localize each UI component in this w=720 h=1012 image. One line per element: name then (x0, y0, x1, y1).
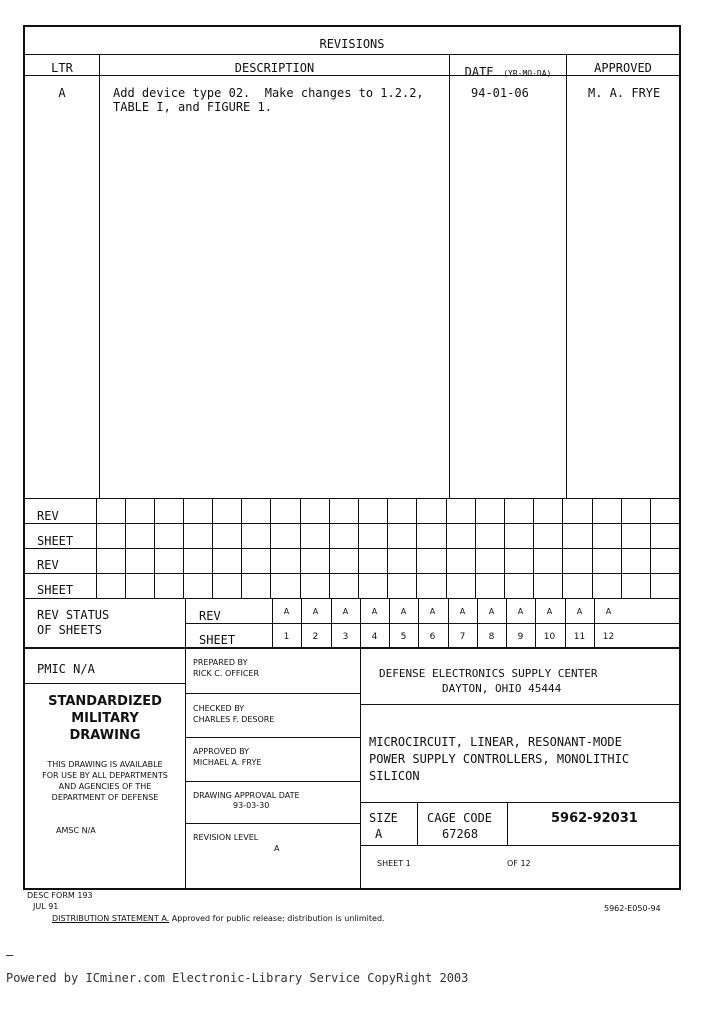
form-date: JUL 91 (33, 902, 59, 911)
rev-status-sheet-cell: 2 (312, 632, 319, 642)
rev-status-sheet-cell: 4 (371, 632, 378, 642)
title-line2: POWER SUPPLY CONTROLLERS, MONOLITHIC (369, 752, 630, 766)
standardized-line3: DRAWING (69, 728, 141, 743)
agency-line2: DAYTON, OHIO 45444 (442, 682, 562, 695)
header-approved: APPROVED (594, 61, 652, 75)
frame-top (23, 25, 681, 27)
agency-rule (360, 704, 679, 705)
revision-date: 94-01-06 (471, 86, 529, 100)
rev-status-sheet-cell: 3 (342, 632, 349, 642)
approved-rule (185, 781, 360, 782)
grid-col-17 (592, 498, 593, 598)
grid-col-15 (533, 498, 534, 598)
availability-line2: FOR USE BY ALL DEPARTMENTS (42, 771, 168, 780)
approved-by-label: APPROVED BY (193, 747, 250, 756)
grid-col-3 (183, 498, 184, 598)
revision-description-line1: Add device type 02. Make changes to 1.2.2, (113, 86, 424, 100)
rev-status-sheet-cell: 8 (488, 632, 495, 642)
standardized-line2: MILITARY (71, 711, 139, 726)
grid-rev-label-2: REV (37, 558, 59, 572)
grid-col-4 (212, 498, 213, 598)
rev-status-sheet-cell: 1 (283, 632, 290, 642)
prepared-by-name: RICK C. OFFICER (193, 669, 260, 678)
frame-right (679, 25, 681, 890)
agency-line1: DEFENSE ELECTRONICS SUPPLY CENTER (379, 667, 598, 680)
revision-description-line2: TABLE I, and FIGURE 1. (113, 100, 272, 114)
col-divider-ltr (99, 54, 100, 498)
header-ltr: LTR (51, 61, 73, 75)
grid-col-8 (329, 498, 330, 598)
footer-dash: — (6, 948, 14, 962)
grid-col-11 (416, 498, 417, 598)
rev-status-sheet-cell: 10 (543, 632, 556, 642)
prepared-rule (185, 693, 360, 694)
grid-col-2 (154, 498, 155, 598)
grid-col-7 (300, 498, 301, 598)
revisions-title-rule (25, 54, 679, 55)
distribution-statement (52, 914, 385, 923)
cage-code-value: 67268 (442, 827, 479, 841)
rev-status-rev-cell: A (371, 607, 378, 616)
grid-col-0 (96, 498, 97, 598)
rev-status-sheet-cell: 5 (400, 632, 407, 642)
availability-line3: AND AGENCIES OF THE (58, 782, 152, 791)
rev-status-sheet-cell: 7 (459, 632, 466, 642)
rev-status-rev-cell: A (605, 607, 612, 616)
grid-rule-4 (25, 573, 679, 574)
grid-sheet-label-2: SHEET (37, 583, 74, 597)
size-label: SIZE (369, 811, 398, 825)
powered-by: Powered by ICminer.com Electronic-Library Service CopyRight 2003 (6, 971, 469, 985)
frame-bottom (23, 888, 681, 890)
distribution-label: DISTRIBUTION STATEMENT A. (52, 914, 170, 923)
pmic: PMIC N/A (37, 662, 95, 676)
prepared-by-label: PREPARED BY (193, 658, 248, 667)
rev-status-rev-cell: A (576, 607, 583, 616)
checked-by-label: CHECKED BY (193, 704, 245, 713)
availability-statement (25, 759, 185, 803)
grid-col-13 (475, 498, 476, 598)
title-rule (360, 802, 679, 803)
rev-status-rev-label: REV (199, 609, 221, 623)
size-divider (417, 802, 418, 845)
grid-col-16 (562, 498, 563, 598)
size-rule (360, 845, 679, 846)
grid-col-10 (387, 498, 388, 598)
approval-date-rule (185, 823, 360, 824)
rev-status-rev-cell: A (283, 607, 290, 616)
standardized-military-drawing (25, 693, 185, 744)
header-date (450, 61, 566, 80)
checked-by-name: CHARLES F. DESORE (193, 715, 275, 724)
rev-status-sheet-cell: 11 (573, 632, 586, 642)
grid-rule-2 (25, 523, 679, 524)
rev-status-mid-rule (185, 623, 679, 624)
grid-col-9 (358, 498, 359, 598)
sheet-total: OF 12 (507, 859, 531, 868)
sheet-number: SHEET 1 (377, 859, 411, 868)
grid-sheet-label-1: SHEET (37, 534, 74, 548)
availability-line4: DEPARTMENT OF DEFENSE (51, 793, 159, 802)
form-number: DESC FORM 193 (27, 891, 93, 900)
rev-status-sheet-cell: 6 (429, 632, 436, 642)
revisions-header-rule (25, 75, 679, 76)
title-line3: SILICON (369, 769, 420, 783)
rev-status-label-line2: OF SHEETS (37, 623, 103, 637)
pmic-rule (25, 683, 185, 684)
rev-status-rev-cell: A (342, 607, 349, 616)
approval-date-label: DRAWING APPROVAL DATE (193, 791, 300, 800)
revision-level-label: REVISION LEVEL (193, 833, 259, 842)
middle-column-divider (360, 647, 361, 888)
cage-code-label: CAGE CODE (427, 811, 493, 825)
grid-rev-label-1: REV (37, 509, 59, 523)
grid-col-14 (504, 498, 505, 598)
header-date-label: DATE (464, 65, 494, 79)
header-date-format: (YR-MO-DA) (503, 69, 552, 78)
grid-col-19 (650, 498, 651, 598)
revision-level-value: A (274, 844, 280, 853)
rev-status-rev-cell: A (312, 607, 319, 616)
rev-status-rev-cell: A (517, 607, 524, 616)
grid-rule-3 (25, 548, 679, 549)
rev-status-rev-cell: A (488, 607, 495, 616)
grid-col-5 (241, 498, 242, 598)
col-divider-date (566, 54, 567, 498)
rev-status-rev-cell: A (400, 607, 407, 616)
rev-status-rev-cell: A (429, 607, 436, 616)
header-description: DESCRIPTION (234, 61, 315, 75)
revision-approved: M. A. FRYE (588, 86, 661, 100)
approval-date-value: 93-03-30 (233, 801, 270, 810)
grid-col-6 (270, 498, 271, 598)
rev-status-sheet-label: SHEET (199, 633, 236, 647)
size-value: A (375, 827, 383, 841)
rev-status-rev-cell: A (546, 607, 553, 616)
grid-rule-1 (25, 498, 679, 499)
availability-line1: THIS DRAWING IS AVAILABLE (47, 760, 163, 769)
rev-status-label-line1: REV STATUS (37, 608, 110, 622)
left-column-divider (185, 598, 186, 888)
revision-ltr: A (58, 86, 66, 100)
title-line1: MICROCIRCUIT, LINEAR, RESONANT-MODE (369, 735, 622, 749)
amsc: AMSC N/A (56, 826, 96, 835)
drawing-number: 5962-92031 (551, 811, 638, 826)
approved-by-name: MICHAEL A. FRYE (193, 758, 262, 767)
standardized-line1: STANDARDIZED (48, 694, 162, 709)
title-block (369, 734, 629, 785)
document-code: 5962-E050-94 (604, 904, 661, 913)
cage-divider (507, 802, 508, 845)
checked-rule (185, 737, 360, 738)
rev-status-sheet-cell: 12 (602, 632, 615, 642)
revisions-title: REVISIONS (319, 37, 385, 51)
col-divider-desc (449, 54, 450, 498)
rev-status-sheet-cell: 9 (517, 632, 524, 642)
grid-rule-5 (25, 598, 679, 599)
distribution-text: Approved for public release; distribution is unlimited. (171, 914, 385, 923)
grid-col-12 (446, 498, 447, 598)
rev-status-bottom-rule (23, 647, 681, 649)
rev-status-rev-cell: A (459, 607, 466, 616)
grid-col-18 (621, 498, 622, 598)
grid-col-1 (125, 498, 126, 598)
